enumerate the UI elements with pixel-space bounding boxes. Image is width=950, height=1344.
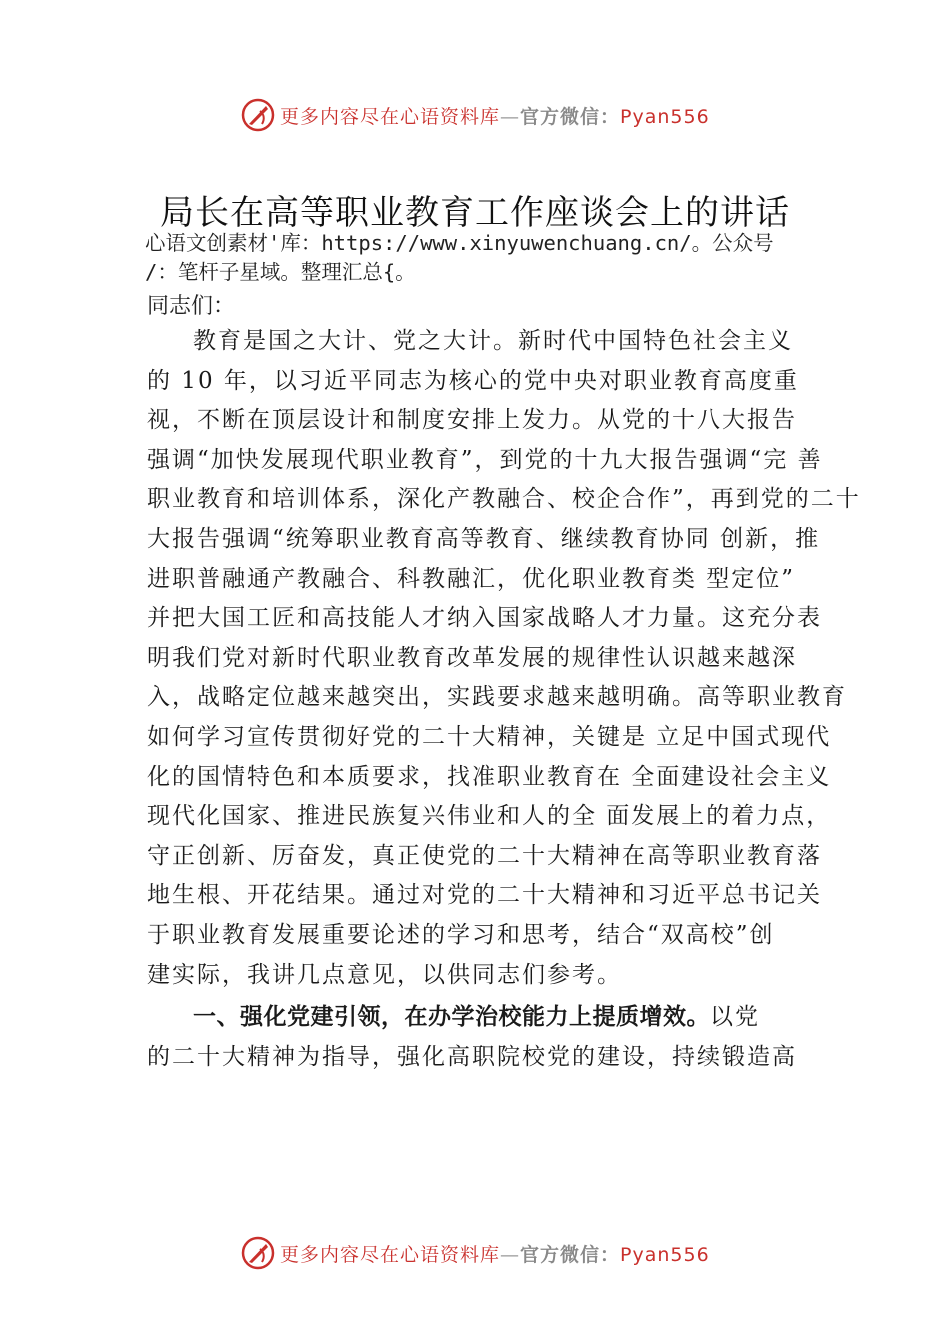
paragraph-line: 化的国情特色和本质要求，找准职业教育在 全面建设社会主义 (147, 763, 832, 790)
banner-wechat-id: Pyan556 (620, 105, 710, 128)
section-text: 以党 (710, 1004, 760, 1030)
paragraph-line: 进职普融通产教融合、科教融汇，优化职业教育类 型定位” (147, 565, 796, 592)
paragraph-line: 于职业教育发展重要论述的学习和思考，结合“双高校”创 (147, 921, 775, 948)
body-paragraph (147, 322, 861, 995)
banner-text (280, 102, 710, 129)
quill-seal-icon (240, 1235, 276, 1271)
paragraph-line: 视，不断在顶层设计和制度安排上发力。从党的十八大报告 (147, 407, 797, 434)
source-line: /：笔杆子星域。整理汇总{。 (145, 260, 416, 284)
paragraph-line: 地生根、开花结果。通过对党的二十大精神和习近平总书记关 (147, 882, 822, 909)
paragraph-line: 建实际，我讲几点意见，以供同志们参考。 (147, 961, 622, 988)
banner-dash: — (500, 105, 521, 128)
source-note (145, 229, 845, 287)
section-paragraph (147, 998, 837, 1077)
source-line: 心语文创素材'库：https://www.xinyuwenchuang.cn/。公众号 (145, 231, 774, 255)
paragraph-line: 并把大国工匠和高技能人才纳入国家战略人才力量。这充分表 (147, 605, 822, 632)
paragraph-line: 入，战略定位越来越突出，实践要求越来越明确。高等职业教育 (147, 684, 847, 711)
banner-wechat-label: 官方微信： (520, 1243, 621, 1266)
document-title: 局长在高等职业教育工作座谈会上的讲话 (160, 193, 790, 233)
paragraph-line: 的 10 年，以习近平同志为核心的党中央对职业教育高度重 (147, 367, 799, 394)
paragraph-line: 职业教育和培训体系，深化产教融合、校企合作”，再到党的二十 (147, 486, 861, 513)
section-heading: 一、强化党建引领，在办学治校能力上提质增效。 (193, 1004, 710, 1030)
paragraph-line: 如何学习宣传贯彻好党的二十大精神，关键是 立足中国式现代 (147, 723, 832, 750)
paragraph-line: 教育是国之大计、党之大计。新时代中国特色社会主义 (193, 328, 793, 354)
banner-text (280, 1240, 710, 1267)
banner-main: 更多内容尽在心语资料库 (280, 105, 501, 128)
greeting: 同志们： (147, 294, 236, 319)
banner-wechat-id: Pyan556 (620, 1243, 710, 1266)
section-heading-line (147, 998, 837, 1038)
banner-dash: — (500, 1243, 521, 1266)
quill-seal-icon (240, 97, 276, 133)
footer-banner (240, 1233, 760, 1273)
banner-wechat-label: 官方微信： (520, 105, 621, 128)
paragraph-line: 强调“加快发展现代职业教育”，到党的十九大报告强调“完 善 (147, 446, 823, 473)
paragraph-line: 守正创新、厉奋发，真正使党的二十大精神在高等职业教育落 (147, 842, 822, 869)
paragraph-line: 明我们党对新时代职业教育改革发展的规律性认识越来越深 (147, 644, 797, 671)
paragraph-line: 的二十大精神为指导，强化高职院校党的建设，持续锻造高 (147, 1043, 797, 1070)
header-banner (240, 95, 760, 135)
paragraph-line: 现代化国家、推进民族复兴伟业和人的全 面发展上的着力点， (147, 803, 832, 830)
banner-main: 更多内容尽在心语资料库 (280, 1243, 501, 1266)
paragraph-line: 大报告强调“统筹职业教育高等教育、继续教育协同 创新，推 (147, 525, 821, 552)
